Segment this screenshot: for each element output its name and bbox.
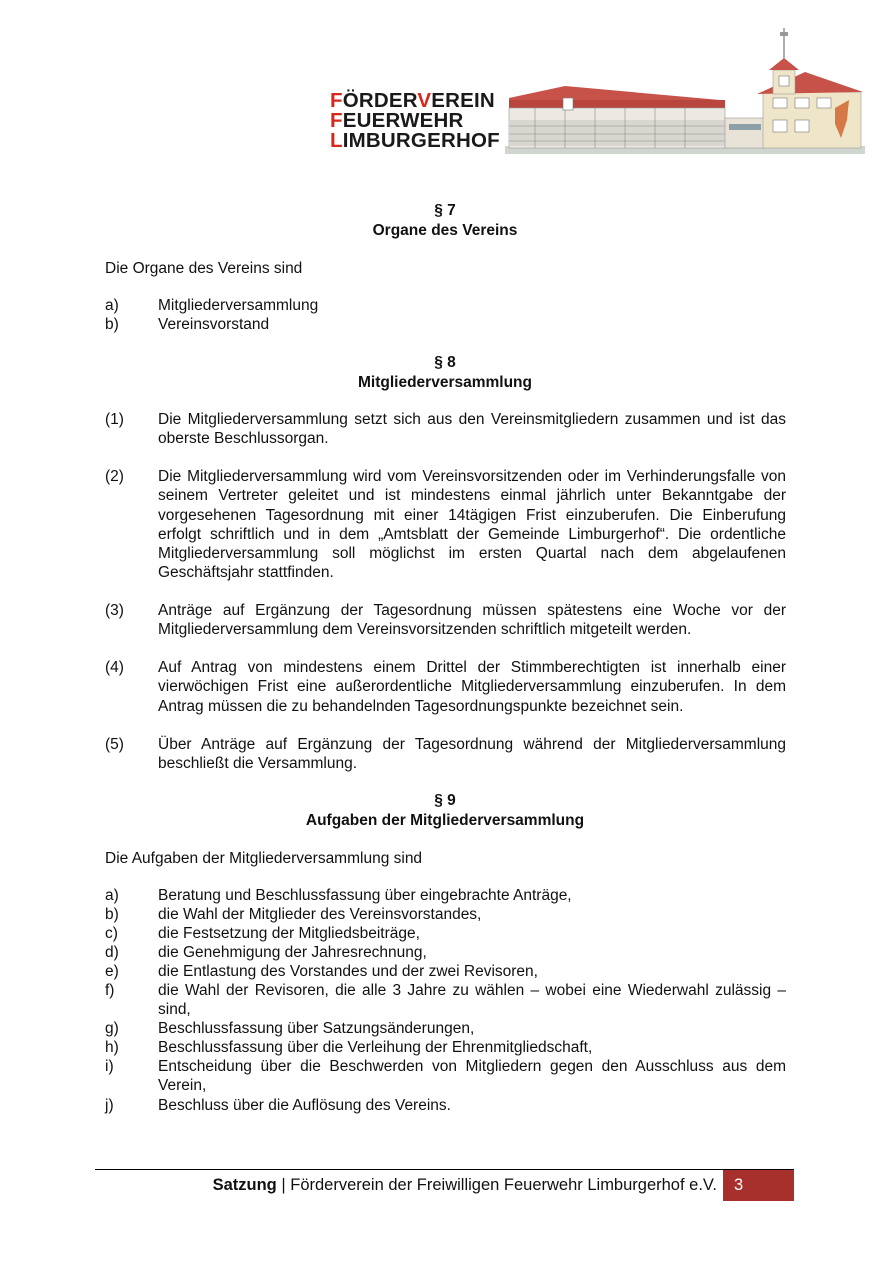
list-item bbox=[105, 943, 786, 962]
section-8-title: Mitgliederversammlung bbox=[358, 374, 532, 391]
list-text: Mitgliederversammlung bbox=[158, 297, 319, 314]
footer-separator: | bbox=[276, 1176, 291, 1194]
list-item bbox=[105, 296, 786, 315]
list-text: Beschlussfassung über die Verleihung der Ehrenmitgliedschaft, bbox=[158, 1039, 593, 1056]
section-9-heading bbox=[0, 791, 890, 831]
list-item bbox=[105, 1096, 786, 1115]
list-text: Vereinsvorstand bbox=[158, 316, 270, 333]
section-9-intro: Die Aufgaben der Mitgliederversammlung sind bbox=[105, 850, 423, 867]
numbered-paragraph bbox=[105, 467, 786, 583]
list-marker: b) bbox=[105, 316, 119, 333]
list-text: die Wahl der Revisoren, die alle 3 Jahre zu wählen – wobei eine Wiederwahl zulässig – sind, bbox=[158, 982, 786, 1019]
list-text: die Wahl der Mitglieder des Vereinsvorstandes, bbox=[158, 906, 482, 923]
footer-doc-name: Satzung bbox=[212, 1176, 277, 1194]
paragraph-text: Über Anträge auf Ergänzung der Tagesordnung während der Mitgliederversammlung beschließt die Versammlung. bbox=[158, 736, 786, 773]
section-7-number: § 7 bbox=[434, 202, 456, 219]
paragraph-text: Auf Antrag von mindestens einem Drittel der Stimmberechtigten ist innerhalb einer vierwöchigen Frist eine außerordentliche Mitgliederversammlung einzuberufen. In dem Antrag müssen die zu behandelnden Tagesordnungspunkte bezeichnet sein. bbox=[158, 659, 786, 715]
list-item bbox=[105, 924, 786, 943]
list-text: die Festsetzung der Mitgliedsbeiträge, bbox=[158, 925, 420, 942]
list-item bbox=[105, 315, 786, 334]
list-text: Beschluss über die Auflösung des Vereins. bbox=[158, 1097, 451, 1114]
list-marker: b) bbox=[105, 906, 119, 923]
fire-station-illustration bbox=[505, 28, 865, 158]
paragraph-number: (4) bbox=[105, 659, 124, 676]
section-9-number: § 9 bbox=[434, 792, 456, 809]
list-text: Beschlussfassung über Satzungsänderungen, bbox=[158, 1020, 475, 1037]
list-item bbox=[105, 962, 786, 981]
section-7-intro: Die Organe des Vereins sind bbox=[105, 260, 303, 277]
list-marker: d) bbox=[105, 944, 119, 961]
list-marker: a) bbox=[105, 297, 119, 314]
paragraph-number: (1) bbox=[105, 411, 124, 428]
list-marker: f) bbox=[105, 982, 115, 999]
list-marker: h) bbox=[105, 1039, 119, 1056]
section-7-heading bbox=[0, 201, 890, 241]
logo-line-2: FEUERWEHR bbox=[330, 109, 464, 132]
paragraph-text: Anträge auf Ergänzung der Tagesordnung müssen spätestens eine Woche vor der Mitgliederversammlung dem Vereinsvorsitzenden schriftlich mitgeteilt werden. bbox=[158, 602, 786, 639]
footer-org-name: Förderverein der Freiwilligen Feuerwehr Limburgerhof e.V. bbox=[290, 1176, 717, 1194]
numbered-paragraph bbox=[105, 410, 786, 449]
list-marker: c) bbox=[105, 925, 118, 942]
list-item bbox=[105, 1038, 786, 1057]
paragraph-text: Die Mitgliederversammlung setzt sich aus den Vereinsmitgliedern zusammen und ist das oberste Beschlussorgan. bbox=[158, 411, 786, 448]
list-item bbox=[105, 905, 786, 924]
numbered-paragraph bbox=[105, 601, 786, 640]
section-7-title: Organe des Vereins bbox=[372, 222, 518, 239]
list-item bbox=[105, 1057, 786, 1096]
logo-line-1: FÖRDERVEREIN bbox=[330, 89, 495, 112]
section-8-heading bbox=[0, 353, 890, 393]
list-text: die Entlastung des Vorstandes und der zwei Revisoren, bbox=[158, 963, 538, 980]
list-item bbox=[105, 981, 786, 1020]
paragraph-number: (5) bbox=[105, 736, 124, 753]
list-marker: g) bbox=[105, 1020, 119, 1037]
list-text: Beratung und Beschlussfassung über eingebrachte Anträge, bbox=[158, 887, 572, 904]
section-9-title: Aufgaben der Mitgliederversammlung bbox=[305, 812, 585, 829]
logo-line-3: LIMBURGERHOF bbox=[330, 129, 500, 152]
paragraph-number: (3) bbox=[105, 602, 124, 619]
list-marker: i) bbox=[105, 1058, 114, 1075]
list-text: Entscheidung über die Beschwerden von Mitgliedern gegen den Ausschluss aus dem Verein, bbox=[158, 1058, 786, 1095]
list-text: die Genehmigung der Jahresrechnung, bbox=[158, 944, 427, 961]
numbered-paragraph bbox=[105, 735, 786, 774]
section-8-number: § 8 bbox=[434, 354, 456, 371]
numbered-paragraph bbox=[105, 658, 786, 716]
footer-title bbox=[95, 1170, 723, 1201]
paragraph-number: (2) bbox=[105, 468, 124, 485]
list-marker: j) bbox=[105, 1097, 114, 1114]
list-marker: a) bbox=[105, 887, 119, 904]
list-marker: e) bbox=[105, 963, 119, 980]
page-number: 3 bbox=[723, 1170, 794, 1201]
list-item bbox=[105, 1019, 786, 1038]
logo-wordmark bbox=[330, 91, 500, 151]
paragraph-text: Die Mitgliederversammlung wird vom Vereinsvorsitzenden oder im Verhinderungsfalle von seinem Vertreter geleitet und ist mindestens einmal jährlich unter Bekanntgabe der vorgesehenen Tagesordnung mit einer 14tägigen Frist einzuberufen. Die Einberufung erfolgt schriftlich und in dem „Amtsblatt der Gemeinde Limburgerhof“. Die ordentliche Mitgliederversammlung soll möglichst im ersten Quartal nach dem abgelaufenen Geschäftsjahr stattfinden. bbox=[158, 468, 786, 582]
list-item bbox=[105, 886, 786, 905]
